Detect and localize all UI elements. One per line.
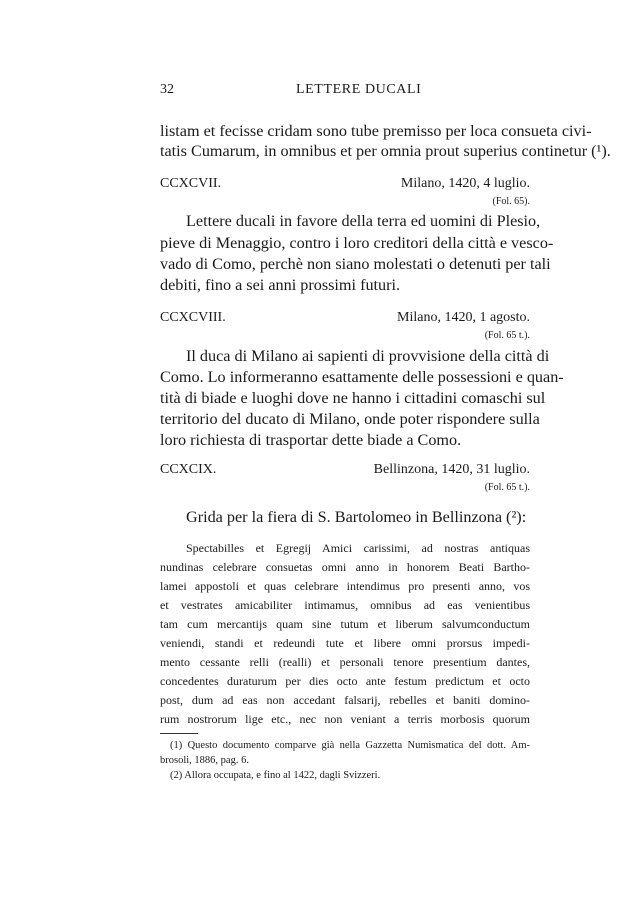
latin-text-line: mento cessante relli (realli) et personali tenore presentium dantes, xyxy=(160,655,530,669)
latin-text-line: lamei appostoli et quas celebrare intendimus pro presenti anno, vos xyxy=(160,579,530,593)
page-number: 32 xyxy=(160,82,174,97)
entry-place-date: Milano, 1420, 1 agosto. xyxy=(397,310,530,325)
entry-number: CCXCVIII. xyxy=(160,310,226,325)
entry-summary-line: pieve di Menaggio, contro i loro creditori della città e vesco- xyxy=(160,234,554,252)
entry-number: CCXCIX. xyxy=(160,462,217,477)
entry-summary-line: Grida per la fiera di S. Bartolomeo in Bellinzona (²): xyxy=(186,508,527,526)
entry-summary-line: loro richiesta di trasportar dette biade a Como. xyxy=(160,431,462,449)
latin-text-line: rum nostrorum lige etc., nec non veniant a terris morbosis quorum xyxy=(160,712,530,726)
entry-summary-line: tità di biade e luoghi dove ne hanno i cittadini comaschi sul xyxy=(160,389,546,407)
footnote-line: brosoli, 1886, pag. 6. xyxy=(160,755,249,766)
entry-place-date: Bellinzona, 1420, 31 luglio. xyxy=(373,462,530,477)
footnote-line: (2) Allora occupata, e fino al 1422, dagli Svizzeri. xyxy=(170,770,381,781)
latin-text-line: concedentes duraturum per dies octo ante festum predictum et octo xyxy=(160,674,530,688)
entry-summary-line: Como. Lo informeranno esattamente delle possessioni e quan- xyxy=(160,368,564,386)
footnote-rule xyxy=(160,733,198,734)
entry-summary-line: Il duca di Milano ai sapienti di provvisione della città di xyxy=(186,347,550,365)
entry-folio: (Fol. 65 t.). xyxy=(484,330,530,341)
latin-text-line: Spectabilles et Egregij Amici carissimi, ad nostras antiquas xyxy=(186,541,530,555)
entry-summary-line: territorio del ducato di Milano, onde poter rispondere sulla xyxy=(160,410,540,428)
footnote-line: (1) Questo documento comparve già nella Gazzetta Numismatica del dott. Am- xyxy=(170,740,530,751)
entry-number: CCXCVII. xyxy=(160,176,222,191)
latin-text-line: tam cum mercantijs quam sine tutum et liberum salvumconductum xyxy=(160,617,530,631)
entry-summary-line: Lettere ducali in favore della terra ed uomini di Plesio, xyxy=(186,212,541,230)
running-title: LETTERE DUCALI xyxy=(296,82,422,97)
latin-text-line: veniendi, standi et redeundi tute et libere omni prorsus impedi- xyxy=(160,636,530,650)
carryover-line-1: listam et fecisse cridam sono tube premisso per loca consueta civi- xyxy=(160,122,592,140)
latin-text-line: et vestrates amicabiliter intimamus, omnibus ad eas venientibus xyxy=(160,598,530,612)
latin-text-line: post, dum ad eas non accedant falsarij, rebelles et baniti domino- xyxy=(160,693,530,707)
entry-summary-line: debiti, fino a sei anni prossimi futuri. xyxy=(160,276,401,294)
entry-place-date: Milano, 1420, 4 luglio. xyxy=(400,176,530,191)
entry-folio: (Fol. 65 t.). xyxy=(484,482,530,493)
entry-summary-line: vado di Como, perchè non siano molestati o detenuti per tali xyxy=(160,255,551,273)
carryover-line-2: tatis Cumarum, in omnibus et per omnia prout superius continetur (¹). xyxy=(160,142,611,160)
entry-folio: (Fol. 65). xyxy=(492,196,530,207)
latin-text-line: nundinas celebrare consuetas omni anno in honorem Beati Bartho- xyxy=(160,560,530,574)
